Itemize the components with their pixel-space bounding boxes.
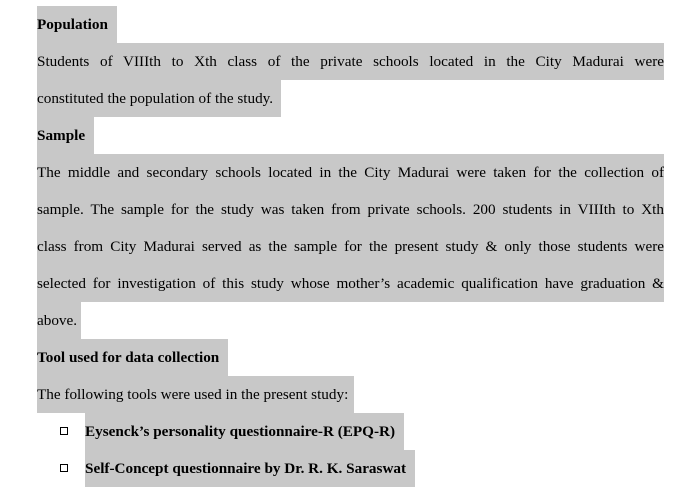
population-paragraph-line-1: Students of VIIIth to Xth class of the private schools located in the City Madurai were	[37, 43, 664, 80]
population-paragraph-line-2: constituted the population of the study.	[37, 80, 664, 117]
sample-paragraph-line-5: above.	[37, 302, 664, 339]
square-bullet-icon	[60, 464, 68, 472]
sample-paragraph-line-4: selected for investigation of this study whose mother’s academic qualification have graduation &	[37, 265, 664, 302]
list-item: Self-Concept questionnaire by Dr. R. K. Saraswat	[37, 450, 664, 487]
list-item: Eysenck’s personality questionnaire-R (EPQ-R)	[37, 413, 664, 450]
population-heading: Population	[37, 6, 664, 43]
square-bullet-icon	[60, 427, 68, 435]
document-page	[37, 6, 664, 487]
sample-paragraph-line-1: The middle and secondary schools located in the City Madurai were taken for the collection of	[37, 154, 664, 191]
sample-heading: Sample	[37, 117, 664, 154]
tools-heading: Tool used for data collection	[37, 339, 664, 376]
sample-paragraph-line-2: sample. The sample for the study was taken from private schools. 200 students in VIIIth to Xth	[37, 191, 664, 228]
tools-intro: The following tools were used in the present study:	[37, 376, 664, 413]
sample-paragraph-line-3: class from City Madurai served as the sample for the present study & only those students were	[37, 228, 664, 265]
